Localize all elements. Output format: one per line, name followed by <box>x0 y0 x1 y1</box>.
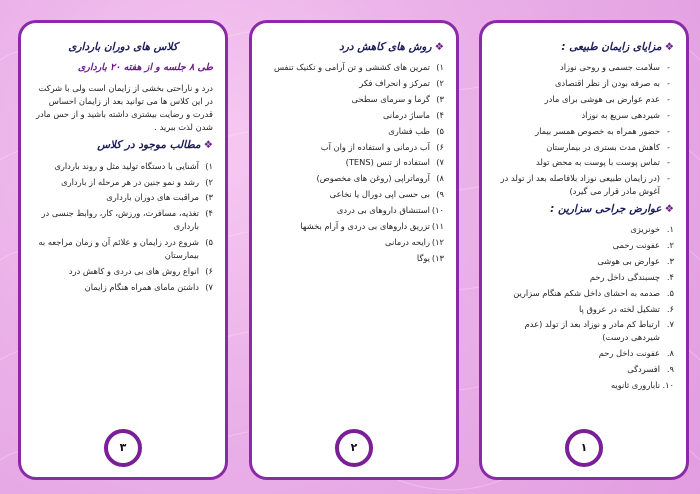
list-item: ۴) ماساژ درمانی <box>383 109 444 120</box>
list-item: - سلامت جسمی و روحی نوزاد <box>494 61 660 74</box>
list-item: ۲) تمرکز و انحراف فکر <box>359 78 444 89</box>
pain-relief-list <box>264 61 444 264</box>
complications-list <box>494 223 674 391</box>
star-icon: ❖ <box>664 203 674 215</box>
list-item: ۳) مراقبت های دوران بارداری <box>106 192 213 203</box>
pain-relief-title: ❖روش های کاهش درد <box>339 41 444 53</box>
list-item: ۶) آب درمانی و استفاده از وان آب <box>320 141 444 152</box>
list-item: ۵. صدمه به احشای داخل شکم هنگام سزارین <box>513 287 674 298</box>
list-item: ۱. خونریزی <box>630 224 674 235</box>
panel-natural-birth <box>479 20 689 480</box>
page-number-badge: ۲ <box>335 429 373 467</box>
list-item: ۳) گرما و سرمای سطحی <box>351 93 444 104</box>
list-item: ۱۳) یوگا <box>416 252 444 263</box>
list-item: ۹) بی حسی اپی دورال یا نخاعی <box>329 189 444 200</box>
list-item: - شیردهی سریع به نوزاد <box>494 109 660 122</box>
list-item: ۱۰. ناباروری ثانویه <box>610 379 674 390</box>
topics-list <box>33 160 213 294</box>
list-item: ۵) طب فشاری <box>388 125 444 136</box>
list-item: ۱۰) استنشاق داروهای بی دردی <box>336 205 444 215</box>
list-item: ۱) آشنایی با دستگاه تولید مثل و روند بارداری <box>54 160 213 171</box>
list-item: ۲. عفونت رحمی <box>612 240 674 251</box>
list-item: ۶. تشکیل لخته در عروق پا <box>579 303 674 314</box>
list-item: ۸. عفونت داخل رحم <box>598 348 674 359</box>
topics-title: ❖مطالب موجود در کلاس <box>97 139 213 152</box>
classes-paragraph: درد و ناراحتی بخشی از زایمان است ولی با شرکت در این کلاس ها می توانید بعد از زایمان احساس قدرت و رضایت بیشتری داشته باشید و از حس مادر شدن لذت ببرید . <box>36 82 213 132</box>
list-item: ۵) شروع درد زایمان و علائم آن و زمان مراجعه به بیمارستان <box>38 236 213 260</box>
star-icon: ❖ <box>203 139 213 152</box>
star-icon: ❖ <box>664 41 674 53</box>
list-item: ۴. چسبندگی داخل رحم <box>589 271 674 282</box>
list-item: ۱۲) رایحه درمانی <box>385 236 444 247</box>
list-item: - عدم عوارض بی هوشی برای مادر <box>494 93 660 106</box>
classes-title: کلاس های دوران بارداری <box>68 41 178 53</box>
list-item: - به صرفه بودن از نظر اقتصادی <box>494 77 660 90</box>
panel-pain-relief <box>249 20 459 480</box>
list-item: - تماس پوست با پوست به محض تولد <box>494 156 660 169</box>
complications-title: ❖عوارض جراحی سزارین : <box>550 203 674 215</box>
list-item: ۱) تمرین های کششی و تن آرامی و تکنیک تنفس <box>273 62 444 73</box>
list-item: ۸) آروماتراپی (روغن های مخصوص) <box>316 173 444 184</box>
benefits-title: ❖مزایای زایمان طبیعی : <box>561 41 674 53</box>
list-item: ۷) استفاده از تنس (TENS) <box>345 157 444 168</box>
panel-prenatal-classes <box>18 20 228 480</box>
list-item: ۳. عوارض بی هوشی <box>597 255 674 266</box>
list-item: - کاهش مدت بستری در بیمارستان <box>494 141 660 154</box>
list-item: - (در زایمان طبیعی نوزاد بلافاصله بعد از تولد در آغوش مادر قرار می گیرد) <box>494 172 660 198</box>
list-item: ۶) انواع روش های بی دردی و کاهش درد <box>68 265 213 276</box>
page-number-badge: ۱ <box>565 429 603 467</box>
classes-subtitle: طی ۸ جلسه و از هفته ۲۰ بارداری <box>77 62 213 74</box>
list-item: ۷. ارتباط کم مادر و نوزاد بعد از تولد (عدم شیردهی درست) <box>524 319 674 343</box>
list-item: ۹. افسردگی <box>627 364 674 374</box>
page-number-badge: ۳ <box>104 429 142 467</box>
list-item: - حضور همراه به خصوص همسر بیمار <box>494 125 660 138</box>
benefits-list <box>494 61 674 198</box>
list-item: ۷) داشتن مامای همراه هنگام زایمان <box>84 281 213 292</box>
list-item: ۴) تغذیه، مسافرت، ورزش، کار، روابط جنسی در بارداری <box>41 208 213 232</box>
star-icon: ❖ <box>434 41 444 53</box>
list-item: ۲) رشد و نمو جنین در هر مرحله از بارداری <box>61 176 213 187</box>
list-item: ۱۱) تزریق داروهای بی دردی و آرام بخشها <box>300 220 444 231</box>
